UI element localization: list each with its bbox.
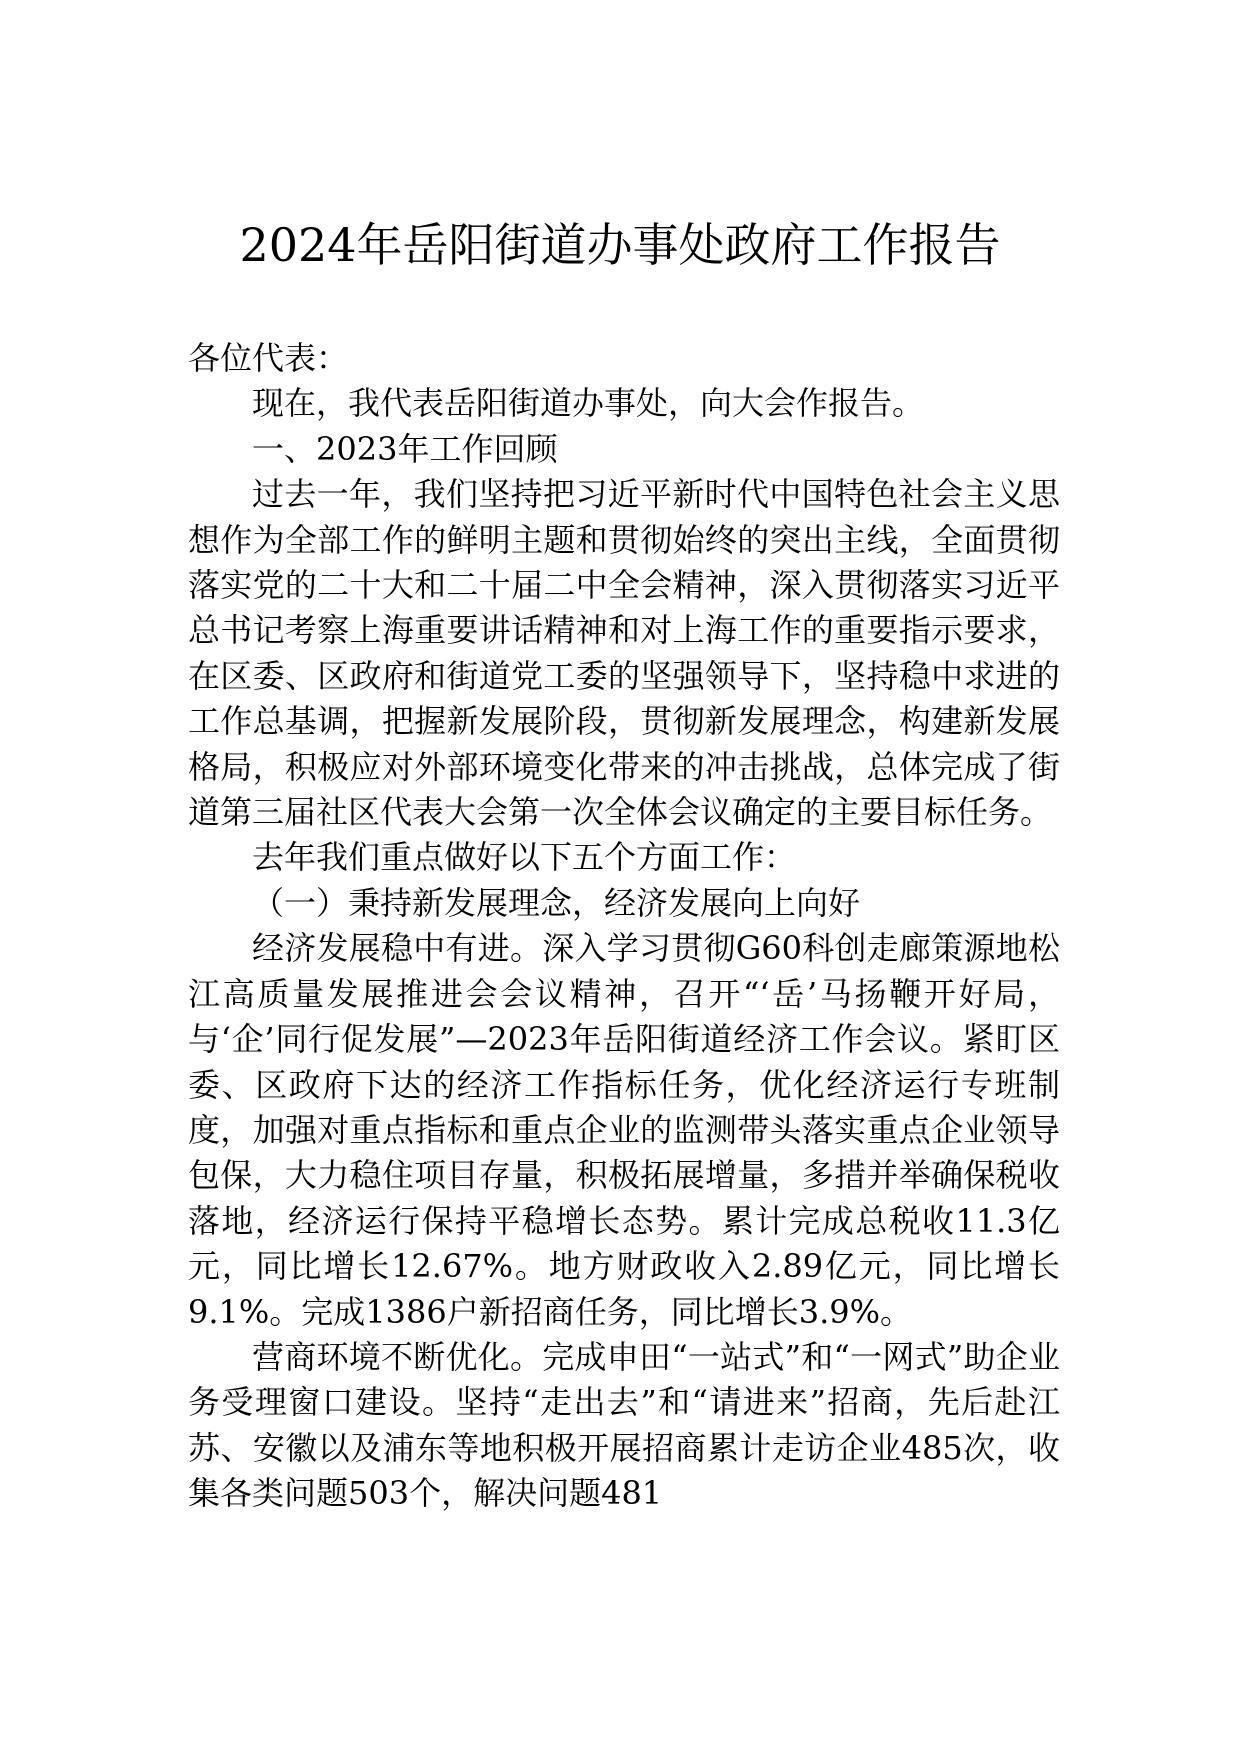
section-heading-review: 一、2023年工作回顾 xyxy=(252,429,558,468)
paragraph-five-aspects: 去年我们重点做好以下五个方面工作： xyxy=(252,838,797,877)
subsection-heading-economy: （一）秉持新发展理念，经济发展向上向好 xyxy=(252,883,861,922)
paragraph-summary: 过去一年，我们坚持把习近平新时代中国特色社会主义思想作为全部工作的鲜明主题和贯彻始终的突出主线，全面贯彻落实党的二十大和二十届二中全会精神，深入贯彻落实习近平总书记考察上海重要讲话精神和对上海工作的重要指示要求，在区委、区政府和街道党工委的坚强领导下，坚持稳中求进的工作总基调，把握新发展阶段，贯彻新发展理念，构建新发展格局，积极应对外部环境变化带来的冲击挑战，总体完成了街道第三届社区代表大会第一次全体会议确定的主要目标任务。 xyxy=(188,475,1060,832)
paragraph-economic-development: 经济发展稳中有进。深入学习贯彻G60科创走廊策源地松江高质量发展推进会会议精神，召开“‘岳’马扬鞭开好局，与‘企’同行促发展”—2023年岳阳街道经济工作会议。紧盯区委、区政府下达的经济工作指标任务，优化经济运行专班制度，加强对重点指标和重点企业的监测带头落实重点企业领导包保，大力稳住项目存量，积极拓展增量，多措并举确保税收落地，经济运行保持平稳增长态势。累计完成总税收11.3亿元，同比增长12.67%。地方财政收入2.89亿元，同比增长9.1%。完成1386户新招商任务，同比增长3.9%。 xyxy=(188,929,1060,1331)
salutation: 各位代表： xyxy=(188,339,349,377)
document-body xyxy=(188,336,1060,1517)
paragraph-business-environment: 营商环境不断优化。完成申田“一站式”和“一网式”助企业务受理窗口建设。坚持“走出去”和“请进来”招商，先后赴江苏、安徽以及浦东等地积极开展招商累计走访企业485次，收集各类问题503个，解决问题481 xyxy=(188,1337,1060,1513)
paragraph-opening: 现在，我代表岳阳街道办事处，向大会作报告。 xyxy=(252,384,925,423)
document-title: 2024年岳阳街道办事处政府工作报告 xyxy=(239,218,1001,272)
